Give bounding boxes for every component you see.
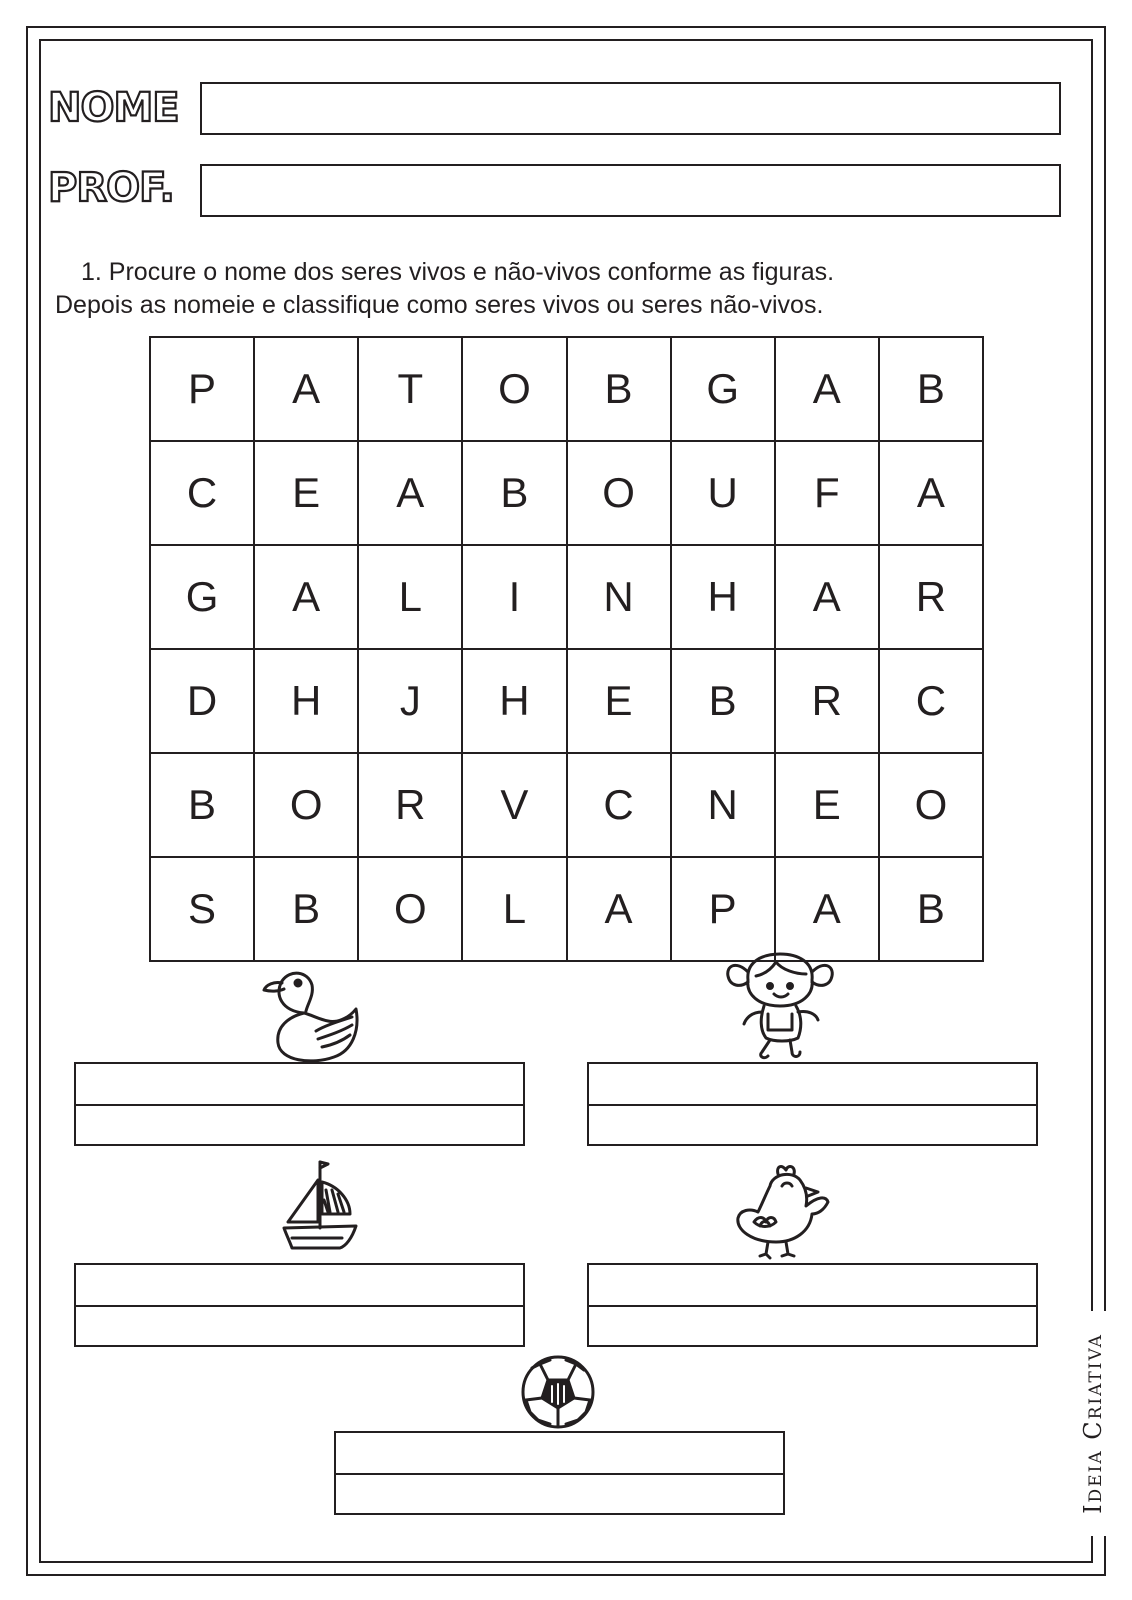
grid-cell[interactable]: E <box>776 754 880 858</box>
grid-cell[interactable]: O <box>359 858 463 962</box>
hen-icon <box>732 1162 832 1262</box>
grid-cell[interactable]: H <box>255 650 359 754</box>
grid-cell[interactable]: B <box>568 338 672 442</box>
grid-cell[interactable]: O <box>463 338 567 442</box>
grid-cell[interactable]: B <box>880 858 984 962</box>
grid-cell[interactable]: C <box>880 650 984 754</box>
sailboat-icon <box>280 1160 360 1255</box>
grid-cell[interactable]: V <box>463 754 567 858</box>
grid-cell[interactable]: H <box>672 546 776 650</box>
grid-cell[interactable]: A <box>255 338 359 442</box>
grid-cell[interactable]: L <box>463 858 567 962</box>
name-label: NOME <box>48 85 179 131</box>
grid-cell[interactable]: B <box>151 754 255 858</box>
girl-icon <box>726 952 836 1062</box>
grid-cell[interactable]: A <box>776 858 880 962</box>
grid-cell[interactable]: N <box>672 754 776 858</box>
grid-cell[interactable]: U <box>672 442 776 546</box>
answer-divider <box>336 1473 783 1475</box>
grid-cell[interactable]: A <box>255 546 359 650</box>
grid-cell[interactable]: C <box>568 754 672 858</box>
answer-box-sailboat[interactable] <box>74 1263 525 1347</box>
grid-cell[interactable]: B <box>672 650 776 754</box>
answer-box-girl[interactable] <box>587 1062 1038 1146</box>
grid-cell[interactable]: E <box>255 442 359 546</box>
instruction-line-2: Depois as nomeie e classifique como seres vivos ou seres não-vivos. <box>55 291 824 319</box>
grid-cell[interactable]: A <box>776 338 880 442</box>
grid-cell[interactable]: F <box>776 442 880 546</box>
credit-label: Ideia Criativa <box>1076 1311 1110 1536</box>
grid-cell[interactable]: O <box>880 754 984 858</box>
name-field[interactable] <box>200 82 1061 135</box>
answer-box-hen[interactable] <box>587 1263 1038 1347</box>
grid-cell[interactable]: E <box>568 650 672 754</box>
answer-divider <box>76 1305 523 1307</box>
grid-cell[interactable]: C <box>151 442 255 546</box>
grid-cell[interactable]: R <box>776 650 880 754</box>
grid-cell[interactable]: N <box>568 546 672 650</box>
grid-cell[interactable]: D <box>151 650 255 754</box>
grid-cell[interactable]: A <box>776 546 880 650</box>
teacher-field[interactable] <box>200 164 1061 217</box>
grid-cell[interactable]: A <box>359 442 463 546</box>
grid-cell[interactable]: L <box>359 546 463 650</box>
grid-cell[interactable]: P <box>151 338 255 442</box>
grid-cell[interactable]: H <box>463 650 567 754</box>
grid-cell[interactable]: O <box>255 754 359 858</box>
grid-cell[interactable]: I <box>463 546 567 650</box>
duck-icon <box>262 965 362 1070</box>
grid-cell[interactable]: T <box>359 338 463 442</box>
soccer-ball-icon <box>520 1354 596 1430</box>
grid-cell[interactable]: R <box>359 754 463 858</box>
instructions <box>55 256 1065 322</box>
word-search-grid <box>149 336 984 962</box>
answer-box-duck[interactable] <box>74 1062 525 1146</box>
grid-cell[interactable]: B <box>880 338 984 442</box>
answer-divider <box>589 1305 1036 1307</box>
grid-cell[interactable]: A <box>568 858 672 962</box>
grid-cell[interactable]: B <box>463 442 567 546</box>
grid-cell[interactable]: B <box>255 858 359 962</box>
grid-cell[interactable]: G <box>672 338 776 442</box>
grid-cell[interactable]: A <box>880 442 984 546</box>
grid-cell[interactable]: O <box>568 442 672 546</box>
grid-cell[interactable]: R <box>880 546 984 650</box>
grid-cell[interactable]: J <box>359 650 463 754</box>
grid-cell[interactable]: S <box>151 858 255 962</box>
answer-divider <box>76 1104 523 1106</box>
grid-cell[interactable]: G <box>151 546 255 650</box>
instruction-line-1: 1. Procure o nome dos seres vivos e não-vivos conforme as figuras. <box>81 258 835 286</box>
teacher-label: PROF. <box>48 165 174 211</box>
answer-divider <box>589 1104 1036 1106</box>
answer-box-ball[interactable] <box>334 1431 785 1515</box>
grid-cell[interactable]: P <box>672 858 776 962</box>
